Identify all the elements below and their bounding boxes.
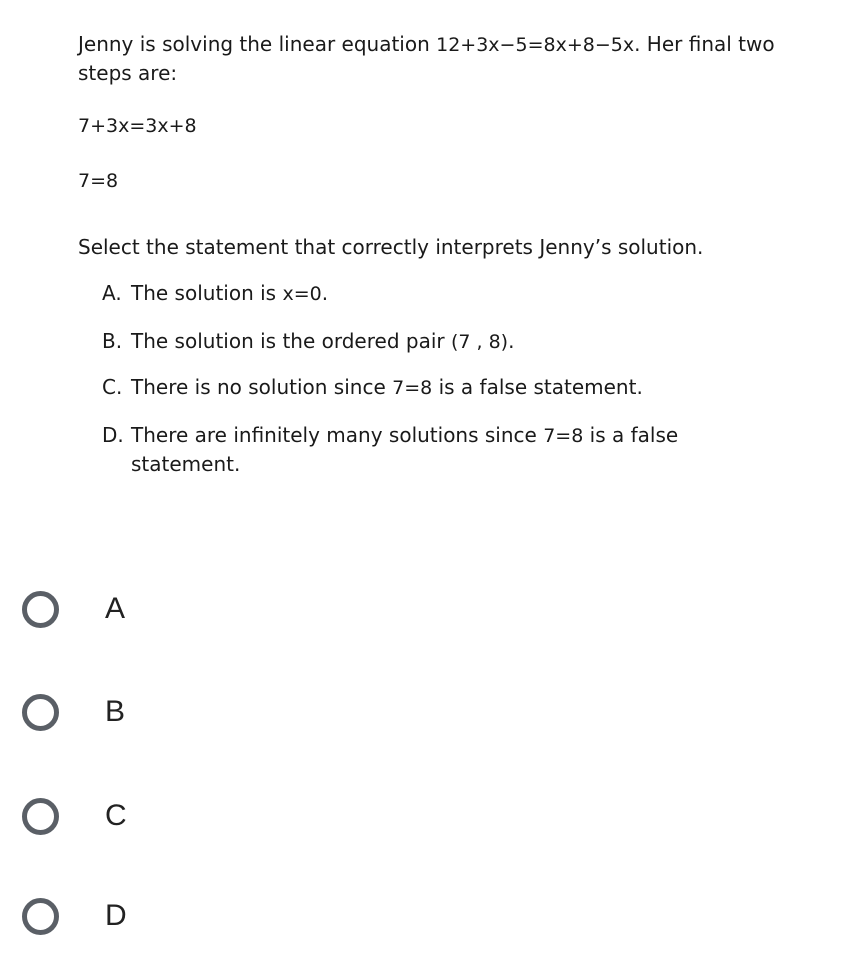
step-1: 7+3x=3x+8 (78, 115, 197, 137)
option-b (102, 327, 514, 356)
question-intro: Jenny is solving the linear equation (78, 32, 437, 56)
radio-c[interactable] (22, 798, 59, 835)
option-c-letter: C. (102, 375, 123, 399)
radio-d[interactable] (22, 898, 59, 935)
option-a-letter: A. (102, 281, 122, 305)
question-equation: 12+3x−5=8x+8−5x (436, 34, 635, 56)
option-b-text: The solution is the ordered pair (131, 329, 451, 353)
question-text (78, 30, 848, 87)
question-line2: steps are: (78, 61, 178, 85)
option-d (102, 421, 678, 478)
option-c-tail: is a false statement. (432, 375, 643, 399)
option-a-math: x=0 (282, 283, 322, 305)
radio-b[interactable] (22, 694, 59, 731)
option-a-tail: . (321, 281, 329, 305)
option-d-tail: is a false (583, 423, 679, 447)
option-a-text: The solution is (131, 281, 283, 305)
option-a (102, 279, 328, 308)
answer-a-label: A (105, 592, 126, 625)
step-2: 7=8 (78, 170, 119, 192)
answer-d[interactable] (22, 893, 127, 939)
question-intro-tail: . Her final two (634, 32, 775, 56)
answer-d-label: D (105, 899, 127, 932)
option-d-line2: statement. (131, 452, 241, 476)
option-d-text: There are infinitely many solutions since (131, 423, 544, 447)
answer-b[interactable] (22, 689, 125, 735)
option-b-tail: . (508, 329, 515, 353)
option-b-math: (7 , 8) (450, 331, 509, 353)
answer-a[interactable] (22, 586, 125, 632)
option-c-math: 7=8 (392, 377, 433, 399)
answer-b-label: B (105, 695, 126, 728)
answer-c[interactable] (22, 793, 127, 839)
option-d-math: 7=8 (543, 425, 584, 447)
radio-a[interactable] (22, 591, 59, 628)
question-prompt: Select the statement that correctly interprets Jenny’s solution. (78, 235, 704, 259)
option-c (102, 373, 643, 402)
answer-c-label: C (105, 799, 127, 832)
option-c-text: There is no solution since (131, 375, 393, 399)
option-d-letter: D. (102, 423, 124, 447)
option-b-letter: B. (102, 329, 123, 353)
